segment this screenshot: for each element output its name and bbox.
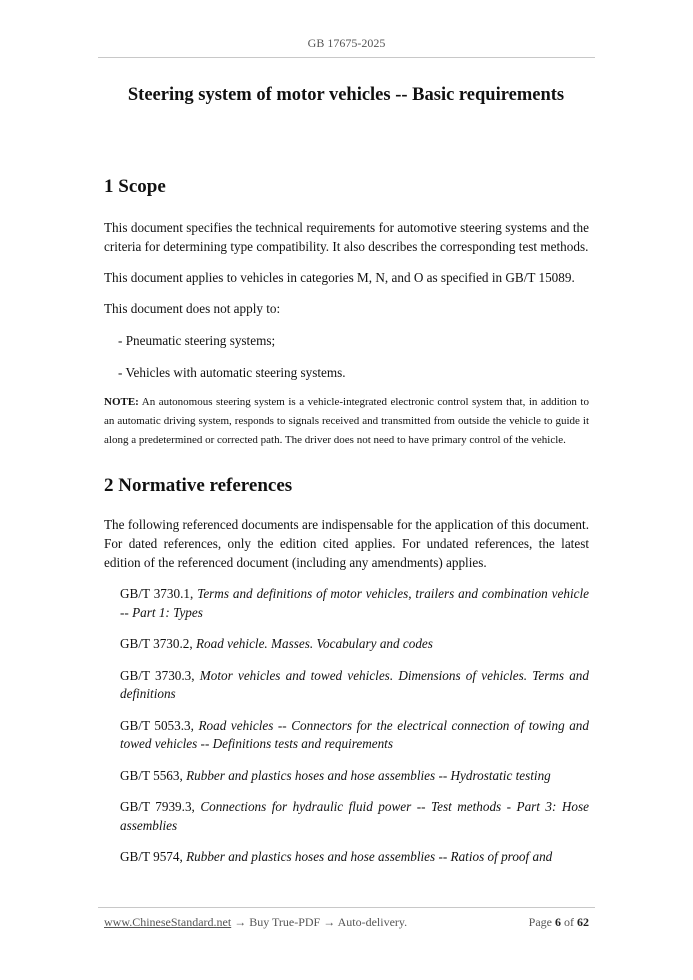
delivery-text: Auto-delivery. [337,915,408,929]
arrow-right-icon: → [323,915,336,929]
reference-title: Road vehicle. Masses. Vocabulary and codes [195,636,433,651]
reference-entry [104,717,589,754]
reference-code: GB/T 7939.3, [120,799,195,814]
reference-title: Motor vehicles and towed vehicles. Dimensions of vehicles. Terms and definitions [120,667,589,701]
reference-code: GB/T 3730.3, [120,667,195,683]
scope-paragraph-1: This document specifies the technical requirements for automotive steering systems and the criteria for determining type compatibility. It also describes the corresponding test methods. [104,220,589,254]
section-heading-scope: 1 Scope [104,176,166,197]
reference-title: Rubber and plastics hoses and hose assemblies -- Ratios of proof and [186,849,553,864]
scope-note [104,393,589,450]
page-current: 6 [555,915,561,929]
list-item: - Vehicles with automatic steering systems. [118,365,346,380]
scope-paragraph-3: This document does not apply to: [104,301,281,316]
page-total: 62 [577,915,589,929]
reference-code: GB/T 3730.1, [120,586,194,601]
reference-title: Road vehicles -- Connectors for the electrical connection of towing and towed vehicles -- Definitions tests and requirements [120,717,589,751]
reference-code: GB/T 9574, [120,849,183,864]
site-link[interactable]: www.ChineseStandard.net [104,915,232,929]
reference-entry [104,798,589,835]
references-intro: The following referenced documents are indispensable for the application of this document. For dated references, only the edition cited applies. For undated references, the latest edition of the referenced document (including any amendments) applies. [104,517,589,570]
reference-title: Terms and definitions of motor vehicles, trailers and combination vehicle -- Part 1: Types [120,586,590,620]
document-title: Steering system of motor vehicles -- Basic requirements [127,85,565,105]
reference-entry [104,767,589,786]
page-body [104,80,589,867]
footer-promo [104,915,407,930]
footer-divider [98,907,595,908]
reference-entry [104,667,589,704]
running-header: GB 17675-2025 [307,36,386,50]
note-text: An autonomous steering system is a vehicle-integrated electronic control system that, in addition to an automatic driving system, responds to signals received and transmitted from outside the vehicle to guide it along a predetermined or corrected path. The driver does not need to have primary control of the vehicle. [104,396,589,446]
reference-entry [104,848,589,867]
note-label: NOTE: [104,396,139,408]
list-item: - Pneumatic steering systems; [118,333,276,348]
reference-entry [104,585,589,622]
reference-title: Connections for hydraulic fluid power -- Test methods - Part 3: Hose assemblies [120,799,589,833]
of-label: of [564,915,574,929]
reference-code: GB/T 5563, [120,767,183,783]
reference-code: GB/T 5053.3, [120,717,194,733]
buy-link[interactable]: Buy True-PDF [249,915,321,929]
scope-paragraph-2: This document applies to vehicles in categories M, N, and O as specified in GB/T 15089. [104,270,575,285]
header-divider [98,57,595,58]
section-heading-normative-references: 2 Normative references [104,475,293,496]
page-number [529,915,589,930]
arrow-right-icon: → [234,915,247,929]
reference-entry [104,635,589,654]
reference-title: Rubber and plastics hoses and hose assemblies -- Hydrostatic testing [186,767,551,783]
page-label: Page [528,915,552,929]
reference-code: GB/T 3730.2, [120,636,193,651]
